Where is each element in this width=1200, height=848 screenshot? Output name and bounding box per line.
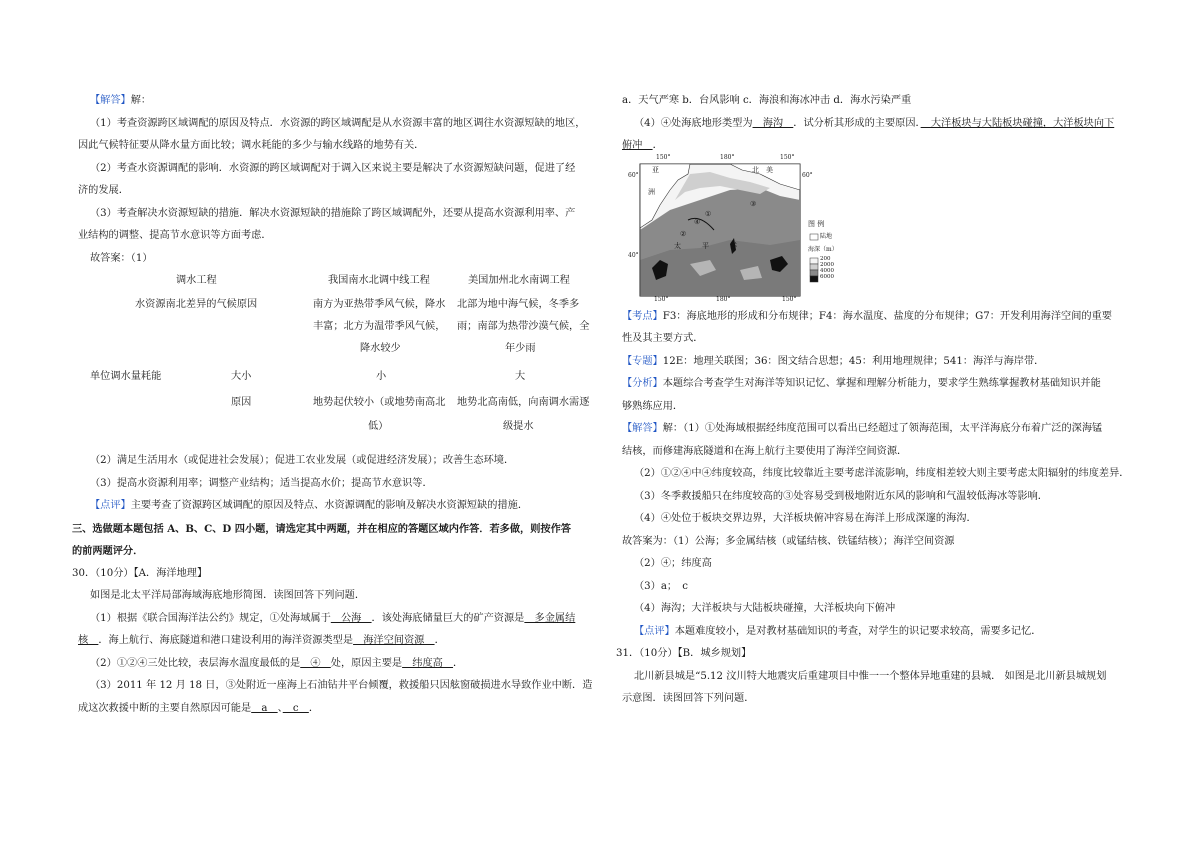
kp-text: F3：海底地形的形成和分布规律；F4：海水温度、盐度的分布规律；G7：开发利用海洋空间的重要	[662, 310, 1112, 322]
table-cell: 年少雨	[505, 343, 536, 354]
table-header: 我国南水北调中线工程	[328, 275, 430, 286]
solution-1-cont: 结核，而修建海底隧道和在海上航行主要使用了海洋空间资源．	[622, 445, 908, 457]
answer-blank: 纬度高	[402, 657, 454, 669]
table-cell: 小	[376, 371, 387, 382]
solution-2: （2）①②④中④纬度较高，纬度比较靠近主要考虑洋流影响，纬度相差较大则主要考虑太阳辐射的纬度差异．	[634, 468, 1130, 479]
solution-3: （3）冬季救援船只在纬度较高的③处容易受到极地附近东风的影响和气温较低海冰等影响．	[634, 490, 1048, 502]
solution-tag: 【解答】	[622, 423, 663, 434]
final-answer-4: （4）海沟；大洋板块与大陆板块碰撞，大洋板块向下俯冲	[634, 603, 896, 614]
map-label: 180°	[720, 153, 735, 161]
question-30-part1: （1）根据《联合国海洋法公约》规定，①处海域属于 公海 ．该处海底储量巨大的矿产资源是 多金属结	[90, 612, 576, 624]
map-label: 150°	[780, 153, 795, 161]
explain-2b: 济的发展．	[78, 185, 129, 196]
map-label-north-america: 北 美	[752, 165, 773, 174]
answer-3: （3）提高水资源利用率；调整产业结构；适当提高水价；提高节水意识等．	[90, 477, 433, 489]
question-30-intro: 如图是北太平洋局部海域海底地形简图．读图回答下列问题．	[90, 590, 366, 601]
left-column	[72, 90, 594, 720]
answer-tag: 【解答】	[90, 95, 131, 106]
final-answer-1: 故答案为：（1）公海；多金属结核（或锰结核、铁锰结核）；海洋空间资源	[622, 535, 955, 547]
table-cell: 大小	[231, 371, 252, 382]
answer-blank: ④	[300, 657, 331, 669]
review-text: 主要考查了资源跨区域调配的原因及特点、水资源调配的影响及解决水资源短缺的措施．	[130, 500, 529, 511]
table-cell: 丰富；北方为温带季风气候，	[313, 321, 446, 332]
kp-tag: 【考点】	[622, 310, 663, 322]
table-cell: 大	[515, 371, 526, 382]
table-cell: 地势北高南低，向南调水需逐	[457, 397, 590, 408]
question-30-part4-cont: 俯冲 ．	[622, 140, 663, 151]
answer-label: 故答案：（1）	[90, 252, 153, 264]
legend-label: 2000	[820, 261, 834, 268]
solution-4: （4）④处位于板块交界边界，大洋板块俯冲容易在海洋上形成深邃的海沟．	[634, 513, 977, 524]
question-30-part4: （4）④处海底地形类型为 海沟 ．试分析其形成的主要原因． 大洋板块与大陆板块碰撞，大洋板块向下	[634, 117, 1115, 129]
question-30-title: 30．（10分）【A．海洋地理】	[72, 567, 208, 579]
answer-blank: 多金属结	[524, 612, 576, 624]
topic-text: 12E：地理关联图；36：图文结合思想；45：利用地理规律；541：海洋与海岸带．	[662, 355, 1045, 367]
question-30-part1-cont: 核 ．海上航行、海底隧道和港口建设利用的海洋资源类型是 海洋空间资源 ．	[78, 635, 445, 646]
legend-depth-swatch	[810, 270, 818, 276]
table-cell: 地势起伏较小（或地势南高北	[313, 397, 446, 408]
answer-blank: 俯冲	[622, 140, 653, 151]
question-31-intro-cont: 示意图．读图回答下列问题．	[622, 693, 755, 704]
answer-2: （2）满足生活用水（或促进社会发展）；促进工农业发展（或促进经济发展）；改善生态环境．	[90, 455, 515, 466]
answer-blank: 大洋板块与大陆板块碰撞，大洋板块向下	[920, 117, 1115, 129]
explain-1b: 因此气候特征要从降水量方面比较；调水耗能的多少与输水线路的地势有关．	[78, 140, 425, 151]
right-column	[616, 90, 1132, 711]
explain-3: （3）考查解决水资源短缺的措施．解决水资源短缺的措施除了跨区域调配外，还要从提高水资源利用率、产	[90, 207, 576, 219]
legend-label: 4000	[820, 267, 834, 274]
explain-2: （2）考查水资源调配的影响．水资源的跨区域调配对于调入区来说主要是解决了水资源短缺问题，促进了经	[90, 162, 576, 174]
question-30-part2: （2）①②④三处比较，表层海水温度最低的是 ④ 处，原因主要是 纬度高 ．	[90, 657, 464, 669]
table-cell: 水资源南北差异的气候原因	[135, 299, 258, 310]
table-header: 调水工程	[176, 275, 217, 286]
kp-text-cont: 性及其主要方式．	[622, 333, 704, 344]
map-marker: ④	[694, 217, 701, 226]
analysis-text: 本题综合考查学生对海洋等知识记忆、掌握和理解分析能力，要求学生熟练掌握教材基础知识并能	[662, 378, 1101, 389]
table-cell: 南方为亚热带季风气候，降水	[313, 299, 446, 310]
seafloor-map	[628, 153, 840, 303]
map-label-zhou: 洲	[648, 187, 655, 196]
final-answer-2: （2）④；纬度高	[634, 558, 712, 569]
answer-blank: a	[251, 702, 278, 714]
legend-label: 6000	[820, 273, 834, 280]
section-3-heading-cont: 的前两题评分．	[72, 545, 144, 557]
explain-1: （1）考查资源跨区域调配的原因及特点．水资源的跨区域调配是从水资源丰富的地区调往水资源短缺的地区，	[90, 117, 586, 129]
options-line: a．天气严寒 b．台风影响 c．海浪和海冰冲击 d．海水污染严重	[622, 95, 912, 106]
map-label: 180°	[716, 295, 731, 303]
answer-blank: 海洋空间资源	[353, 635, 435, 646]
review-tag: 【点评】	[90, 500, 131, 511]
answer-blank: c	[282, 702, 309, 714]
final-answer-3: （3）a； c	[634, 580, 688, 592]
seafloor-map-svg	[630, 160, 840, 302]
question-30-part3-cont: 成这次救援中断的主要自然原因可能是 a 、 c ．	[78, 702, 320, 714]
explain-3b: 业结构的调整、提高节水意识等方面考虑．	[78, 230, 272, 241]
answer-blank: 公海	[330, 612, 372, 624]
legend-land-swatch	[810, 234, 818, 240]
answer-blank: 核	[78, 635, 99, 646]
legend-depth-swatch	[810, 276, 818, 282]
table-cell: 低）	[368, 421, 389, 432]
map-label: 150°	[782, 295, 797, 303]
map-label: 150°	[656, 153, 671, 161]
legend-label: 海深（m）	[808, 245, 838, 253]
answer-head: 解：	[130, 95, 152, 106]
map-label: 60°	[802, 171, 813, 179]
question-30-part3: （3）2011 年 12 月 18 日，③处附近一座海上石油钻井平台倾覆，救援船只因舷窗破损进水导致作业中断．造	[90, 680, 593, 691]
table-cell: 原因	[231, 397, 252, 408]
answer-table	[78, 270, 594, 450]
map-marker: ②	[680, 229, 687, 238]
legend-label: 陆地	[820, 232, 833, 240]
section-3-heading: 三、选做题本题包括 A、B、C、D 四小题，请选定其中两题，并在相应的答题区域内作答．若多做，则按作答	[72, 522, 571, 535]
review-text: 本题难度较小，是对教材基础知识的考查，对学生的识记要求较高，需要多记忆．	[674, 625, 1042, 637]
map-marker: ①	[705, 209, 712, 218]
analysis-text-cont: 够熟练应用．	[622, 400, 684, 412]
legend-label: 200	[820, 255, 831, 262]
table-cell: 降水较少	[360, 343, 401, 354]
answer-blank: 海沟	[752, 117, 794, 129]
table-header: 美国加州北水南调工程	[468, 275, 570, 286]
table-cell: 级提水	[503, 421, 534, 432]
map-label-asia: 亚	[652, 165, 659, 174]
table-cell: 雨；南部为热带沙漠气候，全	[457, 321, 590, 332]
topic-tag: 【专题】	[622, 355, 663, 367]
map-label: 40°	[628, 251, 639, 259]
question-31-title: 31．（10分）【B．城乡规划】	[616, 648, 752, 659]
map-marker: ③	[750, 199, 757, 208]
map-label-pacific: 太 平 洋	[674, 241, 737, 250]
map-label: 60°	[628, 171, 639, 179]
table-cell: 单位调水量耗能	[90, 371, 162, 382]
review-tag: 【点评】	[634, 625, 675, 637]
question-31-intro: 北川新县城是“5.12 汶川特大地震灾后重建项目中惟一一个整体异地重建的县城． 如图是北川新县城规划	[634, 670, 1107, 682]
map-label: 150°	[654, 295, 669, 303]
solution-1: 解：（1）①处海域根据经纬度范围可以看出已经超过了领海范围，太平洋海底分布着广泛的深海锰	[662, 423, 1103, 434]
table-cell: 北部为地中海气候，冬季多	[457, 299, 580, 310]
legend-depth-swatch	[810, 264, 818, 270]
legend-depth-swatch	[810, 258, 818, 264]
legend-title: 图 例	[808, 219, 825, 228]
analysis-tag: 【分析】	[622, 378, 663, 389]
